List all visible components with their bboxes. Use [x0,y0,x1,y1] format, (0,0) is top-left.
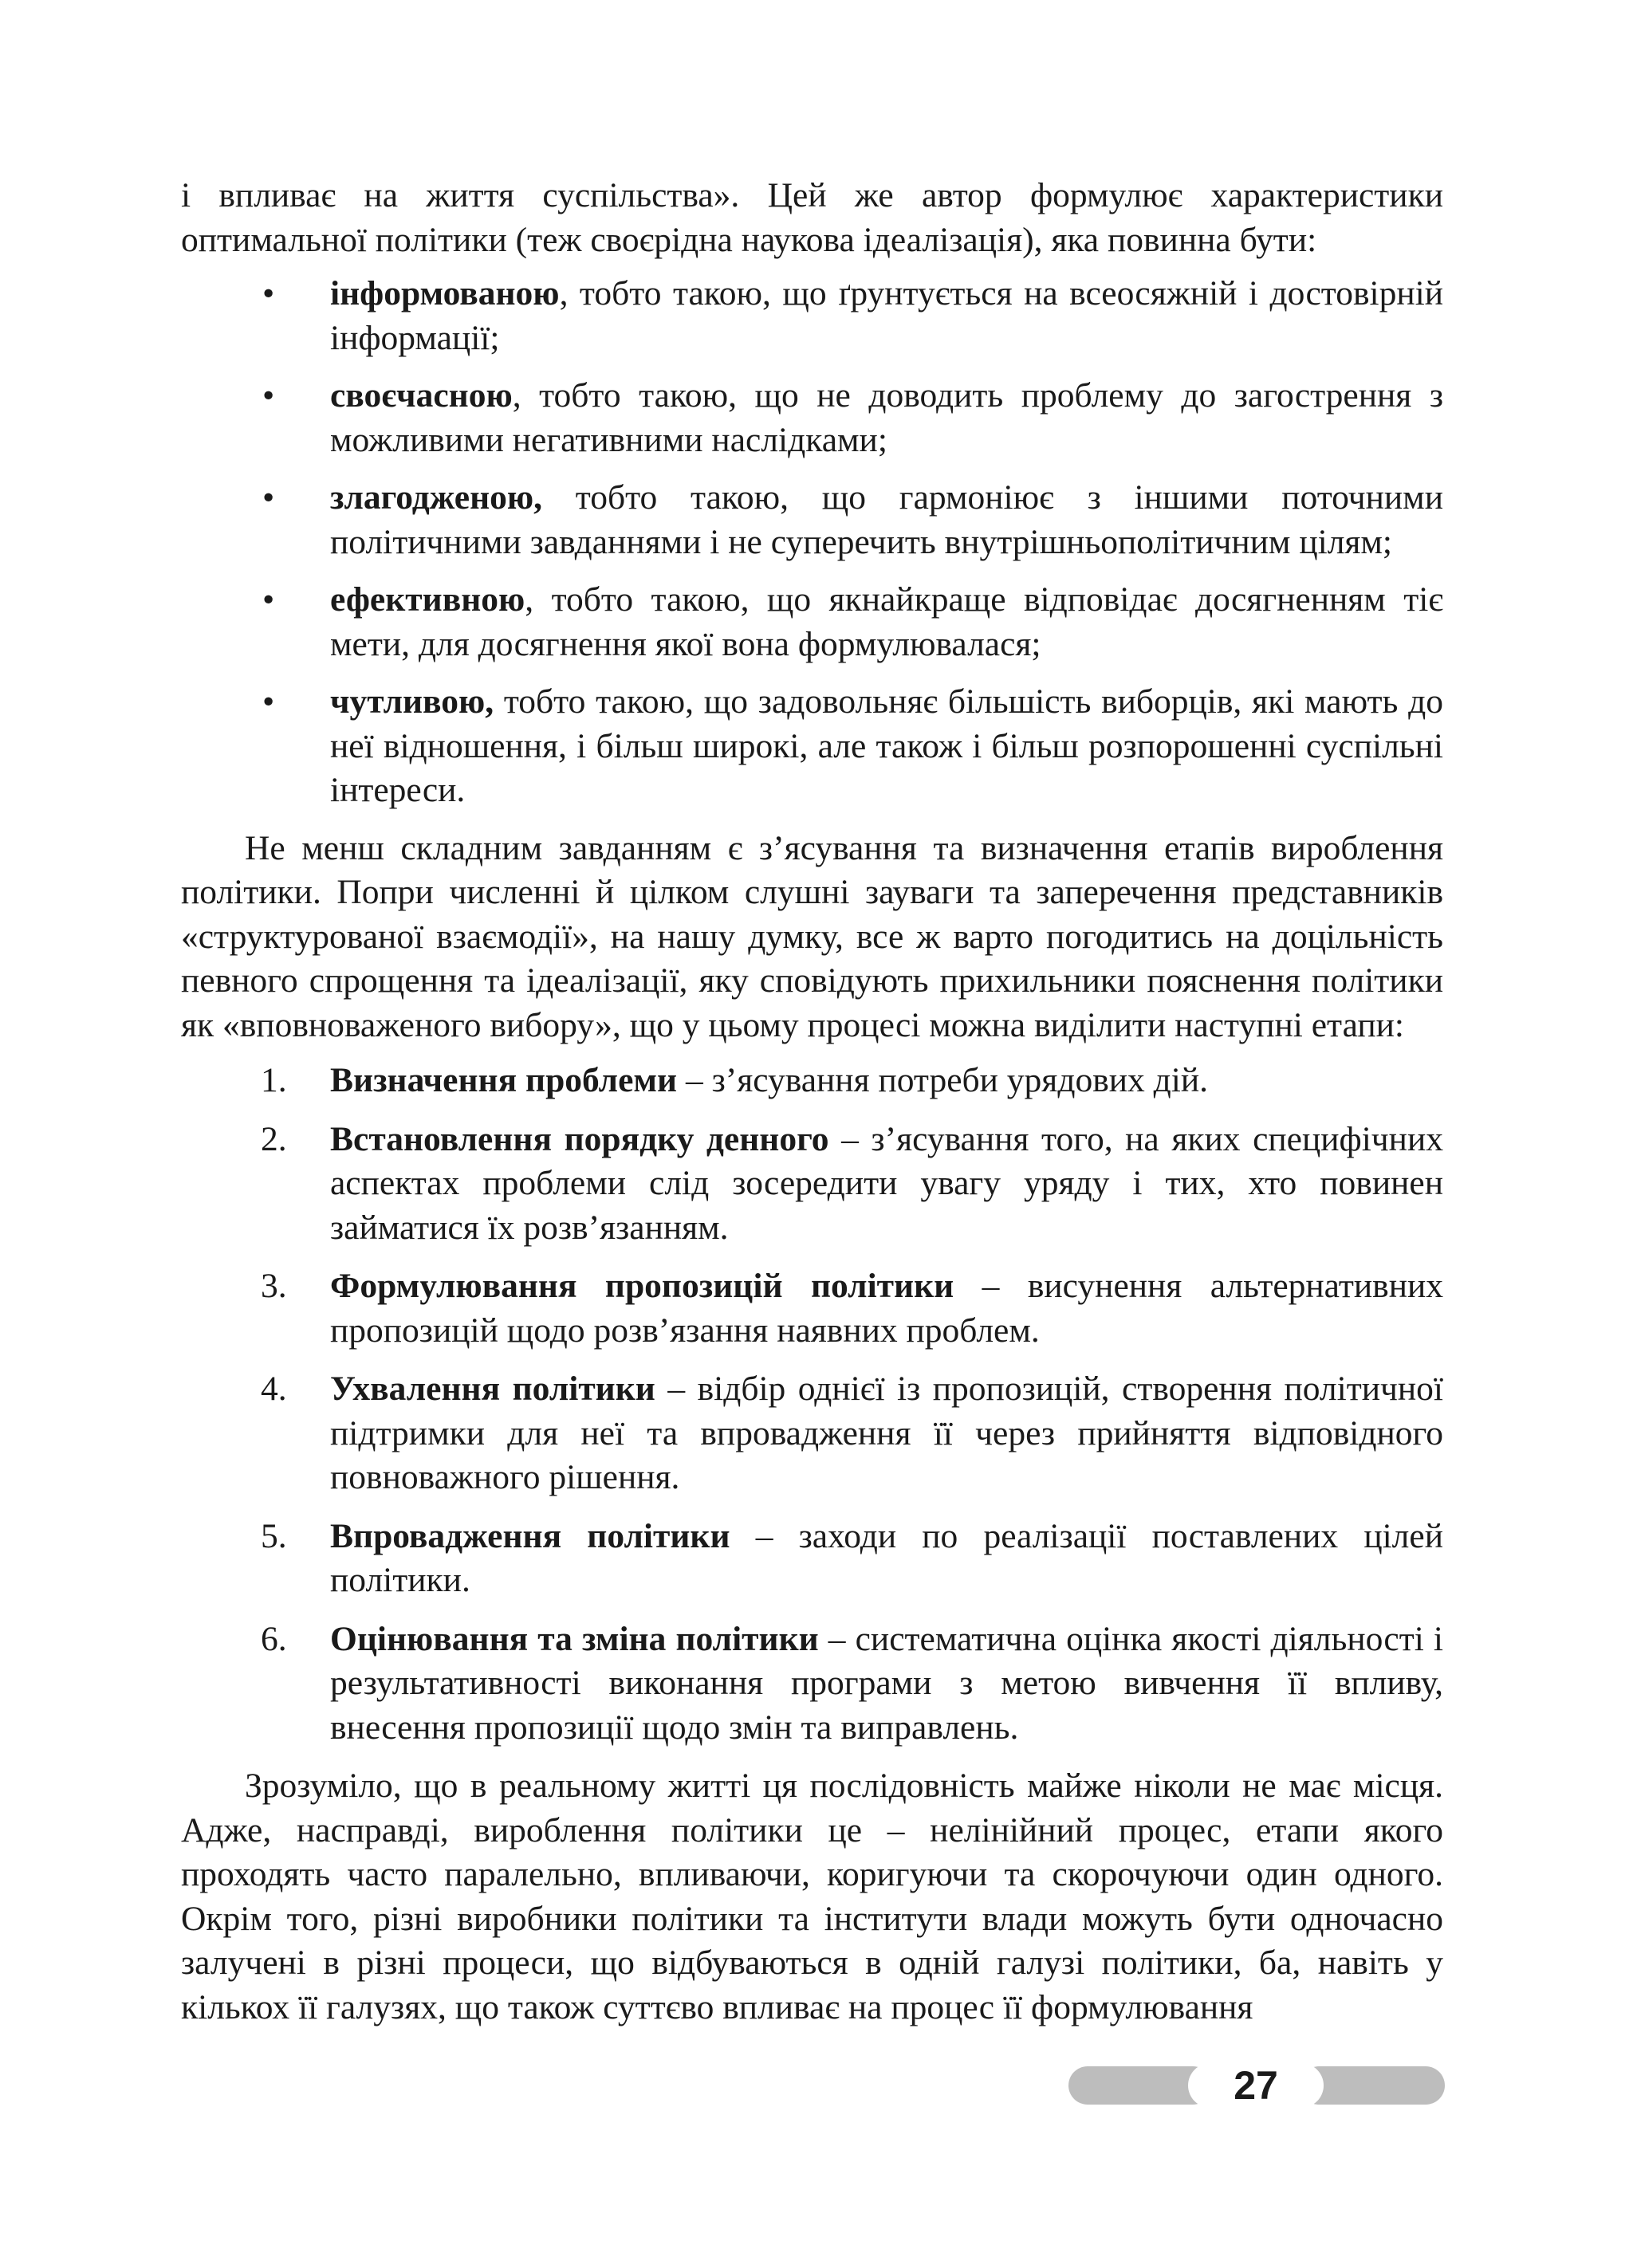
item-number: 2. [261,1119,287,1158]
term: ефективною [330,580,525,619]
page-body [181,174,1443,2030]
body-paragraph: Не менш складним завданням є з’ясування та визначення етапів вироблення політики. Попри численні й цілком слушні зауваги та заперечення представників «структурованої взаємодії», на нашу думку, все ж варто погодитись на доцільність певного спрощення та ідеалізації, яку сповідують прихильники пояснення політики як «вповноваженого вибору», що у цьому процесі можна виділити наступні етапи: [181,828,1443,1044]
term: Впровадження політики [330,1516,730,1555]
definition: – з’ясування того, на яких специфічних аспектах проблеми слід зосередити увагу уряду і тих, хто повинен займатися їх розв’язанням. [330,1119,1443,1247]
definition: – висунення альтернативних пропозицій щодо розв’язання наявних проблем. [330,1267,1443,1350]
characteristics-list [181,272,1443,813]
term: своєчасною [330,376,513,415]
list-item [181,272,1443,360]
bullet-marker: • [262,580,275,619]
bullet-marker: • [262,682,275,721]
list-item [181,1617,1443,1751]
stages-list [181,1059,1443,1750]
item-number: 5. [261,1516,287,1555]
term: Встановлення порядку денного [330,1119,829,1158]
list-item [181,1118,1443,1251]
item-number: 6. [261,1619,287,1658]
definition: , тобто такою, що якнайкраще відповідає досягненням тіє мети, для досягнення якої вона формулювалася; [330,580,1443,663]
list-item [181,1367,1443,1500]
bullet-marker: • [262,376,275,415]
definition: – відбір однієї із пропозицій, створення політичної підтримки для неї та впровадження її через прийняття відповідного повноважного рішення. [330,1370,1443,1496]
item-number: 3. [261,1267,287,1305]
item-number: 1. [261,1061,287,1099]
bullet-marker: • [262,478,275,517]
definition: тобто такою, що задовольняє більшість виборців, які мають до неї відношення, і більш широкі, але також і більш розпорошенні суспільні інтереси. [330,682,1443,809]
body-paragraph: Зрозуміло, що в реальному житті ця послідовність майже ніколи не має місця. Адже, насправді, вироблення політики це – нелінійний процес, етапи якого проходять часто паралельно, впливаючи, коригуючи та скорочуючи один одного. Окрім того, різні виробники політики та інститути влади можуть бути одночасно залучені в різні процеси, що відбуваються в одній галузі політики, ба, навіть у кількох її галузях, що також суттєво впливає на процес її формулювання [181,1767,1443,2026]
term: Формулювання пропозицій політики [330,1267,954,1305]
list-item [181,680,1443,813]
definition: , тобто такою, що ґрунтується на всеосяжній і достовірній інформації; [330,274,1443,357]
page-number: 27 [1188,2063,1324,2108]
definition: – з’ясування потреби урядових дій. [677,1061,1209,1099]
term: Визначення проблеми [330,1061,678,1099]
list-item [181,1264,1443,1353]
term: інформованою [330,274,560,312]
term: злагодженою, [330,478,543,517]
intro-paragraph: і впливає на життя суспільства». Цей же автор формулює характеристики оптимальної політики (теж своєрідна наукова ідеалізація), яка повинна бути: [181,176,1443,259]
list-item [181,578,1443,666]
term: Ухвалення політики [330,1370,655,1408]
list-item [181,1059,1443,1103]
term: Оцінювання та зміна політики [330,1619,819,1658]
definition: тобто такою, що гармоніює з іншими поточними політичними завданнями і не суперечить внутрішньополітичним цілям; [330,478,1443,561]
definition: – заходи по реалізації поставлених цілей політики. [330,1516,1443,1599]
definition: – систематична оцінка якості діяльності і результативності виконання програми з метою вивчення її впливу, внесення пропозиції щодо змін та виправлень. [330,1619,1443,1747]
definition: , тобто такою, що не доводить проблему до загострення з можливими негативними наслідками; [330,376,1443,459]
page-number-bar [1068,2063,1445,2108]
bullet-marker: • [262,274,275,312]
list-item [181,476,1443,564]
term: чутливою, [330,682,494,721]
list-item [181,374,1443,462]
item-number: 4. [261,1370,287,1408]
list-item [181,1515,1443,1603]
